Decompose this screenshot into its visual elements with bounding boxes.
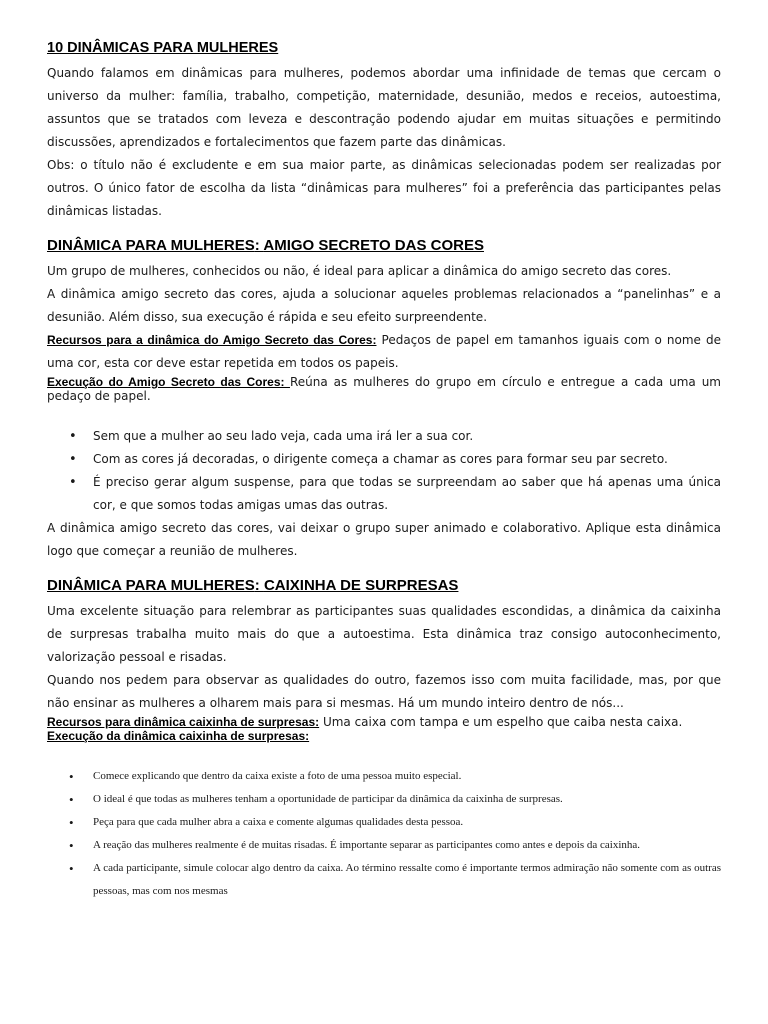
resources-paragraph [47,329,721,375]
list-item: • É preciso gerar algum suspense, para que todas se surpreendam ao saber que há apenas uma única cor, e que somos todas amigas umas das outras. [47,471,721,517]
list-item: • Comece explicando que dentro da caixa existe a foto de uma pessoa muito especial. [47,765,721,788]
resources-label: Recursos para dinâmica caixinha de surpresas: [47,715,320,729]
bullet-list [47,765,721,903]
section-heading-caixinha: DINÂMICA PARA MULHERES: CAIXINHA DE SURPRESAS [47,577,459,594]
resources-paragraph [47,715,721,729]
execution-paragraph [47,375,721,403]
execution-label: Execução da dinâmica caixinha de surpresas: [47,729,310,743]
resources-text: Uma caixa com tampa e um espelho que caiba nesta caixa. [319,715,683,729]
bullet-list [47,425,721,517]
intro-note: Obs: o título não é excludente e em sua maior parte, as dinâmicas selecionadas podem ser realizadas por outros. O único fator de escolha da lista “dinâmicas para mulheres” foi a preferência das participantes pelas dinâmicas listadas. [47,158,721,218]
document-title: 10 DINÂMICAS PARA MULHERES [47,40,279,56]
section-heading-amigo-secreto: DINÂMICA PARA MULHERES: AMIGO SECRETO DAS CORES [47,237,484,254]
execution-text: Reúna as mulheres do grupo em círculo e entregue a cada uma um pedaço de papel. [47,375,721,403]
list-item: • Com as cores já decoradas, o dirigente começa a chamar as cores para formar seu par secreto. [47,448,721,471]
paragraph: A dinâmica amigo secreto das cores, vai deixar o grupo super animado e colaborativo. Aplique esta dinâmica logo que começar a reunião de mulheres. [47,521,721,558]
paragraph: Um grupo de mulheres, conhecidos ou não, é ideal para aplicar a dinâmica do amigo secreto das cores. [47,264,672,278]
list-item: • A cada participante, simule colocar algo dentro da caixa. Ao término ressalte como é importante termos admiração não somente com as outras pessoas, mas com nos mesmas [47,857,721,903]
list-item: • Sem que a mulher ao seu lado veja, cada uma irá ler a sua cor. [47,425,721,448]
list-item: • A reação das mulheres realmente é de muitas risadas. É importante separar as participantes como antes e depois da caixinha. [47,834,721,857]
paragraph: Quando nos pedem para observar as qualidades do outro, fazemos isso com muita facilidade, mas, por que não ensinar as mulheres a olharem mais para si mesmas. Há um mundo inteiro dentro de nós... [47,673,721,710]
list-item: • Peça para que cada mulher abra a caixa e comente algumas qualidades desta pessoa. [47,811,721,834]
execution-paragraph [47,729,721,743]
list-item: • O ideal é que todas as mulheres tenham a oportunidade de participar da dinâmica da caixinha de surpresas. [47,788,721,811]
document-page [47,40,721,903]
resources-text: Pedaços de papel em tamanhos iguais com o nome de uma cor, esta cor deve estar repetida em todos os papeis. [47,333,721,370]
intro-paragraph: Quando falamos em dinâmicas para mulheres, podemos abordar uma infinidade de temas que cercam o universo da mulher: família, trabalho, competição, maternidade, desunião, medos e receios, autoestima, assuntos que se tratados com leveza e descontração podendo ajudar em muitas situações e permitindo discussões, aprendizados e fortalecimentos que fazem parte das dinâmicas. [47,66,721,149]
paragraph: Uma excelente situação para relembrar as participantes suas qualidades escondidas, a dinâmica da caixinha de surpresas trabalha muito mais do que a autoestima. Esta dinâmica traz consigo autoconhecimento, valorização pessoal e risadas. [47,604,721,664]
paragraph: A dinâmica amigo secreto das cores, ajuda a solucionar aqueles problemas relacionados a “panelinhas” e a desunião. Além disso, sua execução é rápida e seu efeito surpreendente. [47,287,721,324]
execution-label: Execução do Amigo Secreto das Cores: [47,375,290,389]
resources-label: Recursos para a dinâmica do Amigo Secreto das Cores: [47,333,377,347]
